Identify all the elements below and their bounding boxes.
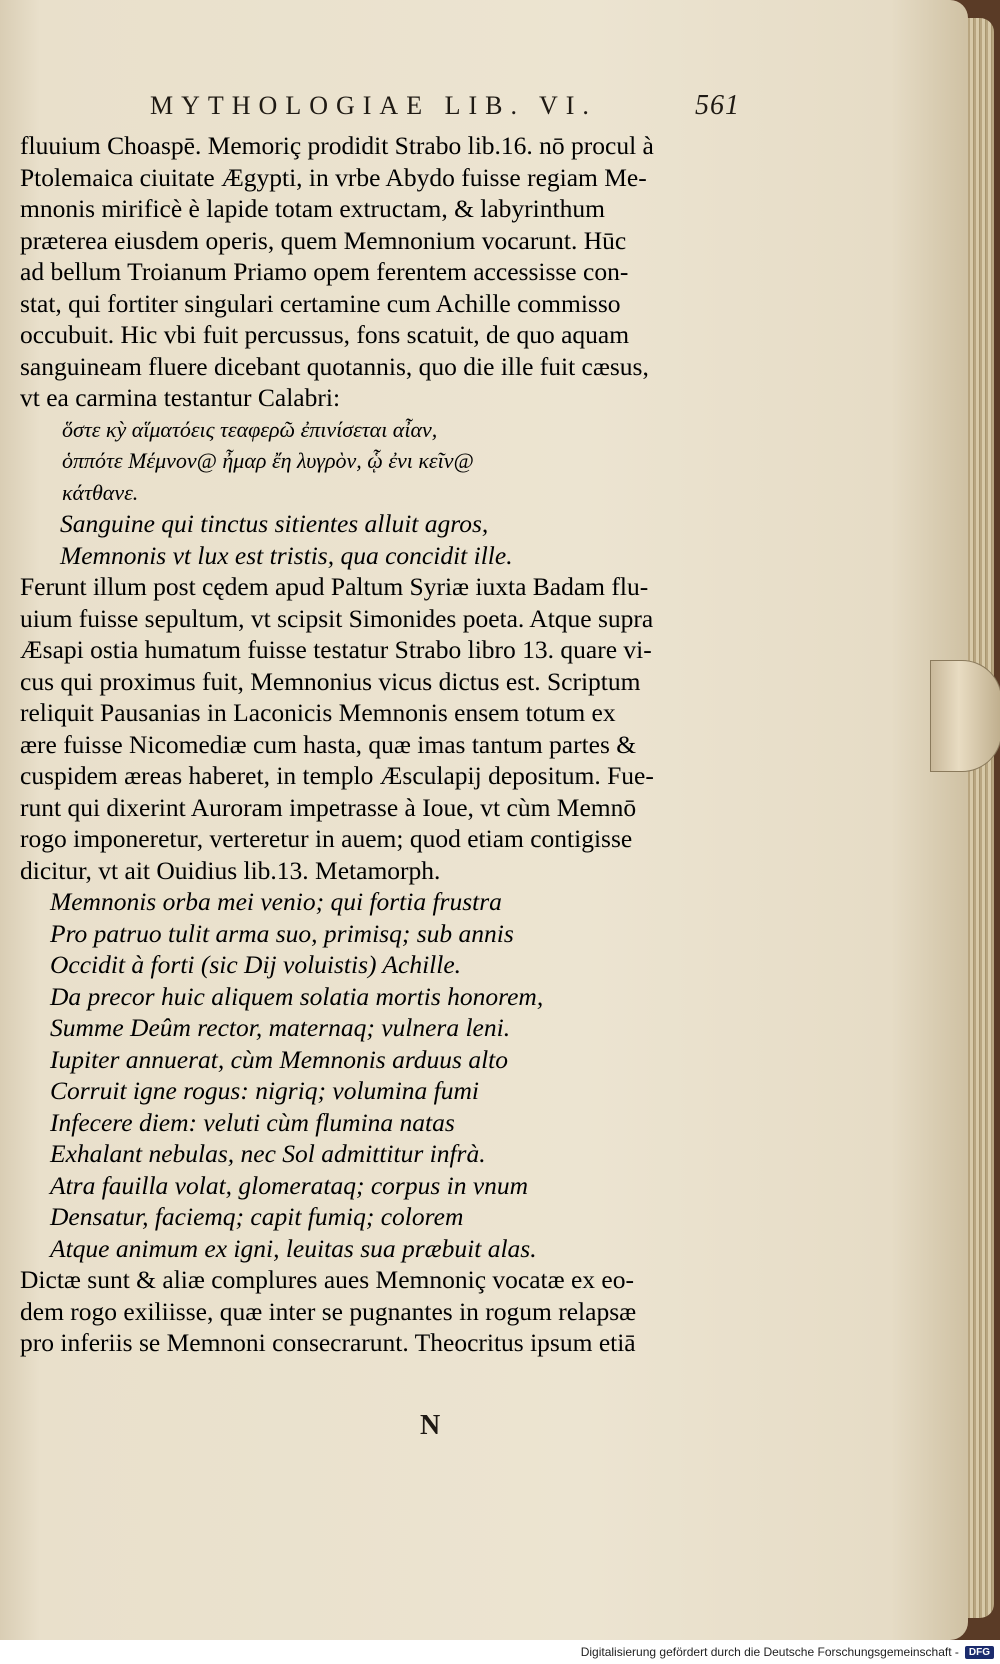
digitization-footer (0, 1640, 1000, 1664)
page-number: 561 (695, 90, 740, 121)
text-line: ὁππότε Μέμνον@ ἦμαρ ἔη λυγρὸν, ᾧ ἐνι κεῖν@ (62, 448, 474, 473)
text-line: Exhalant nebulas, nec Sol admittitur infrà. (50, 1139, 486, 1168)
text-line: mnonis mirificè è lapide totam extructam, & labyrinthum (20, 194, 605, 223)
text-line: Summe Deûm rector, maternaq; vulnera leni. (50, 1013, 511, 1042)
text-line: Infecere diem: veluti cùm flumina natas (50, 1107, 455, 1137)
text-line: Ptolemaica ciuitate Ægypti, in vrbe Abydo fuisse regiam Me- (20, 162, 647, 192)
text-line: Corruit igne rogus: nigriq; volumina fumi (50, 1076, 480, 1105)
text-line: Atque animum ex igni, leuitas sua præbuit alas. (50, 1233, 537, 1263)
text-line: uium fuisse sepultum, vt scipsit Simonides poeta. Atque supra (20, 603, 654, 633)
text-line: runt qui dixerint Auroram impetrasse à Ioue, vt cùm Memnō (20, 792, 637, 822)
text-line: dem rogo exiliisse, quæ inter se pugnantes in rogum relapsæ (20, 1296, 637, 1326)
body-text (20, 130, 736, 1359)
text-line: reliquit Pausanias in Laconicis Memnonis ensem totum ex (20, 698, 616, 727)
text-line: ære fuisse Nicomediæ cum hasta, quæ imas tantum partes & (20, 729, 637, 759)
text-line: cuspidem æreas haberet, in templo Æsculapij depositum. Fue- (20, 761, 654, 790)
text-line: Sanguine qui tinctus sitientes alluit agros, (60, 509, 489, 538)
text-line: pro inferiis se Memnoni consecrarunt. Theocritus ipsum etiā (20, 1328, 636, 1357)
text-line: cus qui proximus fuit, Memnonius vicus dictus est. Scriptum (20, 666, 641, 696)
text-line: Occidit à forti (sic Dij voluistis) Achille. (50, 950, 462, 979)
text-line: dicitur, vt ait Ouidius lib.13. Metamorph. (20, 855, 441, 885)
text-line: Densatur, faciemq; capit fumiq; colorem (50, 1202, 464, 1231)
running-head (150, 88, 740, 124)
clasp-tab (930, 660, 1000, 772)
text-line: Atra fauilla volat, glomerataq; corpus in vnum (50, 1170, 529, 1200)
text-line: Ferunt illum post cędem apud Paltum Syriæ iuxta Badam flu- (20, 572, 649, 601)
text-line: rogo imponeretur, verteretur in auem; quod etiam contigisse (20, 824, 633, 853)
running-head-title: MYTHOLOGIAE LIB. VI. (150, 91, 597, 120)
text-line: ὅστε κỳ αἵματόεις τεαφερῶ ἐπινίσεται αἶαν, (62, 416, 438, 442)
text-line: stat, qui fortiter singulari certamine cum Achille commisso (20, 288, 621, 318)
text-line: sanguineam fluere dicebant quotannis, quo die ille fuit cæsus, (20, 351, 649, 381)
text-line: ad bellum Troianum Priamo opem ferentem accessisse con- (20, 257, 629, 286)
text-line: Dictæ sunt & aliæ complures aues Memnoniç vocatæ ex eo- (20, 1265, 634, 1294)
text-line: κάτθανε. (62, 479, 139, 505)
footer-credit: Digitalisierung gefördert durch die Deutsche Forschungsgemeinschaft - (580, 1645, 959, 1659)
text-line: præterea eiusdem operis, quem Memnonium vocarunt. Hūc (20, 225, 627, 255)
dfg-logo: DFG (965, 1646, 994, 1659)
text-line: occubuit. Hic vbi fuit percussus, fons scatuit, de quo aquam (20, 320, 630, 349)
text-line: Da precor huic aliquem solatia mortis honorem, (50, 981, 544, 1011)
text-line: Pro patruo tulit arma suo, primisq; sub annis (50, 918, 514, 948)
signature-mark: N (420, 1410, 441, 1441)
text-line: fluuium Choaspē. Memoriç prodidit Strabo lib.16. nō procul à (20, 131, 654, 160)
text-line: Memnonis vt lux est tristis, qua concidit ille. (60, 540, 513, 570)
text-line: vt ea carmina testantur Calabri: (20, 383, 341, 412)
text-line: Memnonis orba mei venio; qui fortia frustra (50, 887, 502, 916)
text-line: Iupiter annuerat, cùm Memnonis arduus alto (50, 1044, 509, 1074)
text-line: Æsapi ostia humatum fuisse testatur Strabo libro 13. quare vi- (20, 635, 652, 664)
